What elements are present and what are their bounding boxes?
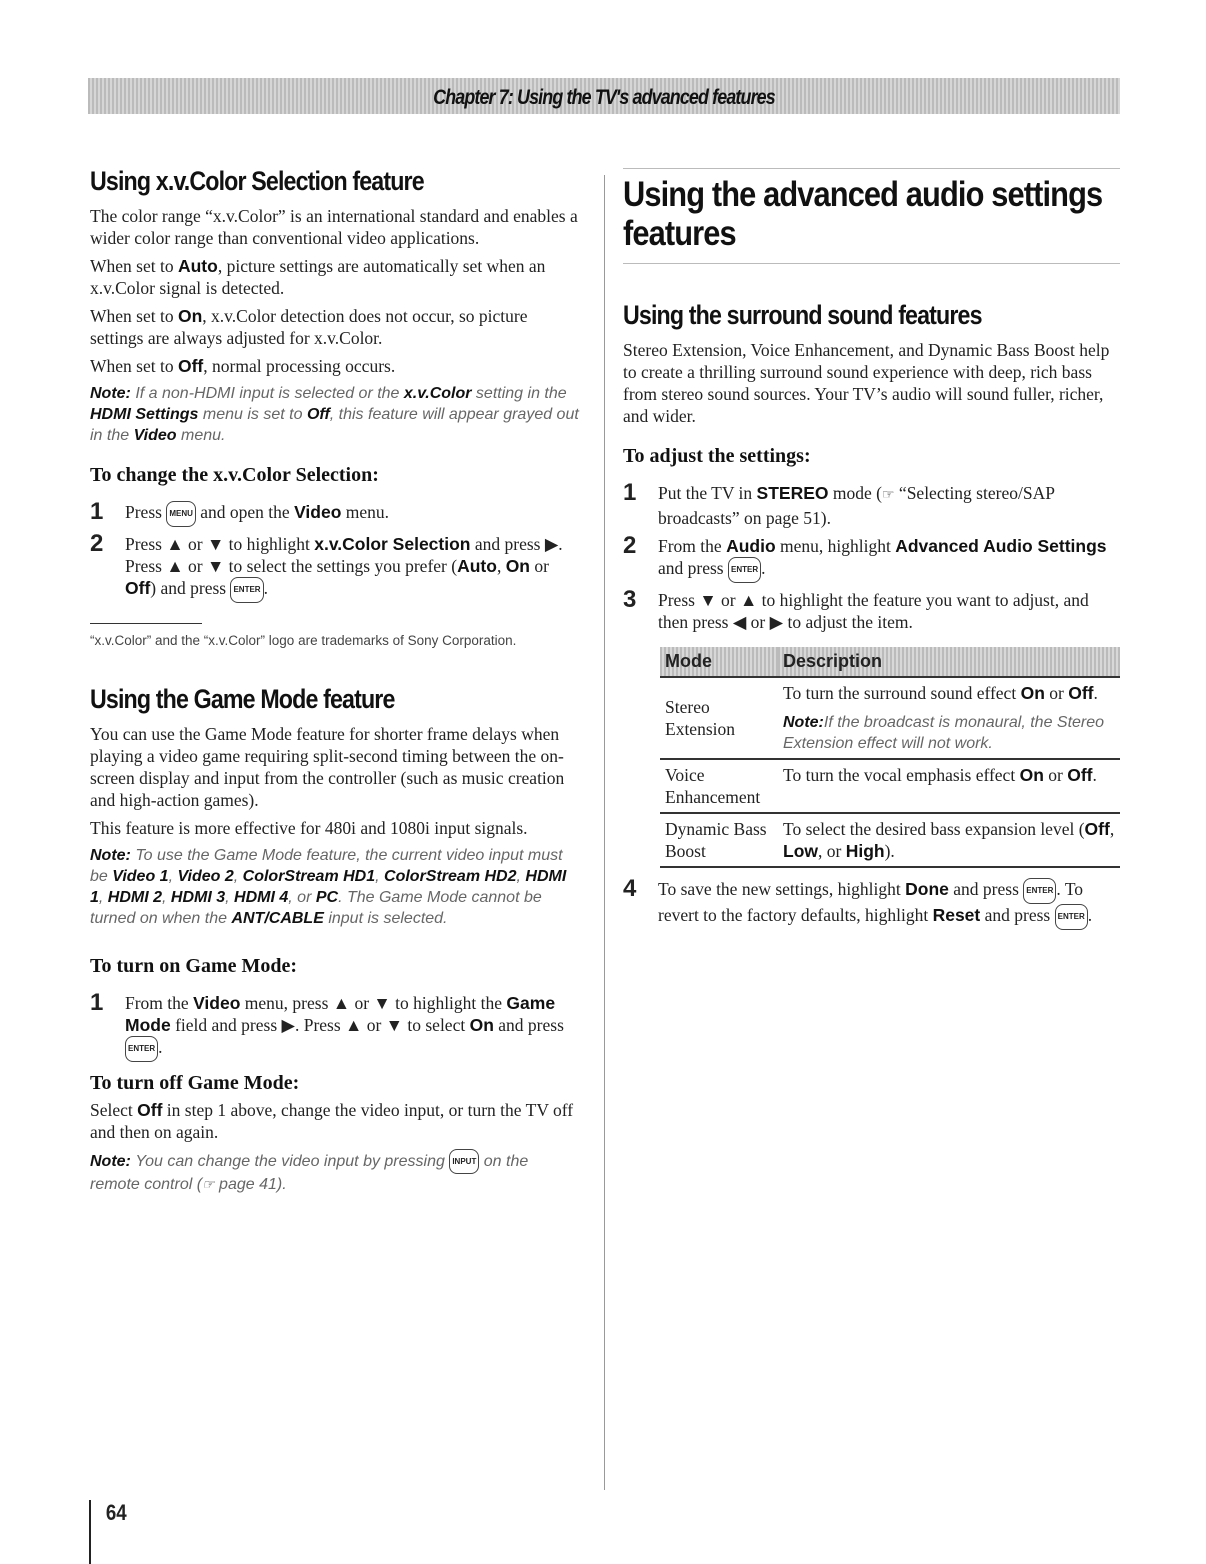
description (783, 764, 1115, 786)
text-run: To save the new settings, highlight (658, 879, 906, 899)
description (783, 682, 1115, 704)
step-text (658, 482, 1120, 529)
table-row (660, 813, 1120, 867)
text-run: , normal processing occurs. (203, 356, 396, 376)
text-run: , or (818, 841, 846, 861)
emphasis-text: Off (137, 1100, 163, 1120)
enter-button-icon: ENTER (230, 577, 263, 603)
subheading: To adjust the settings: (623, 445, 811, 467)
text-run: From the (125, 993, 194, 1013)
text-run: . (761, 558, 766, 578)
emphasis-text: Note: (90, 1153, 136, 1170)
step-text (125, 533, 582, 603)
step-number: 2 (623, 532, 637, 559)
emphasis-text: Game Mode (125, 993, 556, 1035)
paragraph (90, 255, 582, 299)
text-run: , (98, 889, 108, 906)
description-cell (778, 759, 1120, 813)
text-run: menu. (176, 427, 226, 444)
enter-button-icon: ENTER (1055, 904, 1088, 930)
emphasis-text: Video (294, 502, 342, 522)
paragraph (90, 205, 582, 249)
mode-cell: Dynamic Bass Boost (660, 813, 778, 867)
table-header (660, 647, 1120, 677)
text-run: When set to (90, 256, 178, 276)
page-number-rule (89, 1500, 91, 1564)
emphasis-text: Video 2 (177, 868, 234, 885)
emphasis-text: HDMI 2 (107, 889, 163, 906)
text-run: and press (493, 1015, 564, 1035)
text-run: and press (948, 879, 1024, 899)
step (623, 532, 1120, 583)
step (90, 498, 582, 527)
text-run: setting in the (471, 385, 567, 402)
emphasis-text: Video (193, 993, 241, 1013)
text-run: To turn the surround sound effect (783, 683, 1021, 703)
table-row (660, 677, 1120, 759)
emphasis-text: PC (315, 889, 339, 906)
subheading: To turn off Game Mode: (90, 1072, 300, 1094)
step (90, 989, 582, 1062)
emphasis-text: Video (133, 427, 177, 444)
text-run: in step 1 above, change the video input, or turn the TV off and then on again. (90, 1100, 574, 1142)
emphasis-text: Off (1084, 819, 1110, 839)
paragraph (90, 355, 582, 377)
text-run: and press ▶. Press ▲ or ▼ to select the settings you prefer ( (125, 534, 563, 576)
text-run: , (162, 889, 171, 906)
emphasis-text: High (845, 841, 885, 861)
column-header: Description (778, 647, 1120, 677)
surround-heading: Using the surround sound features (623, 300, 982, 330)
step-number: 4 (623, 875, 637, 902)
text-run: , (225, 889, 235, 906)
note (90, 383, 582, 446)
text-run: To select the desired bass expansion level ( (783, 819, 1085, 839)
emphasis-text: Advanced Audio Settings (895, 536, 1107, 556)
text-run: page 41). (214, 1176, 287, 1193)
text-run: menu. (341, 502, 390, 522)
step-number: 1 (90, 498, 104, 525)
text-run: . The Game Mode cannot be turned on when the (90, 889, 542, 927)
emphasis-text: On (1019, 765, 1044, 785)
emphasis-text: On (1020, 683, 1045, 703)
chapter-title: Chapter 7: Using the TV's advanced features (433, 86, 775, 109)
emphasis-text: Done (905, 879, 949, 899)
step-number: 3 (623, 586, 637, 613)
text-run: on the remote control ( (90, 1153, 529, 1193)
step-text (658, 535, 1120, 583)
text-run: and press (980, 905, 1055, 925)
text-run: or (1044, 683, 1069, 703)
step (623, 586, 1120, 633)
text-run: When set to (90, 356, 178, 376)
emphasis-text: Off (1068, 683, 1094, 703)
emphasis-text: Auto (177, 256, 218, 276)
enter-button-icon: ENTER (728, 557, 761, 583)
reference-icon: ☞ (881, 488, 895, 503)
step (623, 479, 1120, 529)
text-run: When set to (90, 306, 178, 326)
text-run: You can use the Game Mode feature for shorter frame delays when playing a video game requiring split-second timing between the on-screen display and input from the controller (such as music creation and high-action games). (90, 724, 565, 810)
emphasis-text: HDMI Settings (90, 406, 199, 423)
text-run: . (1093, 683, 1098, 703)
paragraph (623, 339, 1120, 427)
footnote: “x.v.Color” and the “x.v.Color” logo are trademarks of Sony Corporation. (90, 633, 517, 648)
text-run: To turn the vocal emphasis effect (783, 765, 1020, 785)
description (783, 818, 1115, 862)
right-column (623, 168, 1120, 936)
paragraph (90, 305, 582, 349)
paragraph (90, 723, 582, 811)
paragraph (90, 817, 582, 839)
left-column (90, 160, 582, 1201)
enter-button-icon: ENTER (125, 1036, 158, 1062)
subheading: To change the x.v.Color Selection: (90, 464, 379, 486)
text-run: . (158, 1037, 163, 1057)
text-run: , (516, 868, 526, 885)
text-run: input is selected. (323, 910, 448, 927)
emphasis-text: On (177, 306, 203, 326)
note (783, 712, 1115, 754)
text-run: . (263, 578, 268, 598)
text-run: or (530, 556, 549, 576)
emphasis-text: Off (125, 578, 151, 598)
emphasis-text: x.v.Color Selection (314, 534, 471, 554)
step (623, 875, 1120, 930)
menu-button-icon: MENU (166, 501, 196, 527)
emphasis-text: ColorStream HD1 (242, 868, 376, 885)
text-run: , this feature will appear grayed out in the (90, 406, 579, 444)
text-run: and open the (195, 502, 295, 522)
text-run: Press ▲ or ▼ to highlight (125, 534, 315, 554)
text-run: field and press ▶. Press ▲ or ▼ to select (170, 1015, 470, 1035)
subheading: To turn on Game Mode: (90, 955, 298, 977)
game-mode-heading: Using the Game Mode feature (90, 684, 395, 714)
text-run: Put the TV in (658, 483, 757, 503)
emphasis-text: Note: (90, 385, 136, 402)
step (90, 530, 582, 603)
text-run: , (496, 556, 506, 576)
text-run: From the (658, 536, 727, 556)
step-text (125, 992, 582, 1062)
table-row (660, 759, 1120, 813)
text-run: , (233, 868, 243, 885)
emphasis-text: HDMI 3 (170, 889, 226, 906)
text-run: menu, press ▲ or ▼ to highlight the (240, 993, 507, 1013)
step-number: 2 (90, 530, 104, 557)
emphasis-text: Off (1067, 765, 1093, 785)
note (90, 845, 582, 929)
mode-cell: Voice Enhancement (660, 759, 778, 813)
emphasis-text: Off (177, 356, 204, 376)
text-run: . To revert to the factory defaults, highlight (658, 879, 1084, 925)
text-run: This feature is more effective for 480i and 1080i input signals. (90, 818, 528, 838)
emphasis-text: On (505, 556, 530, 576)
note (90, 1149, 582, 1195)
emphasis-text: Note: (90, 847, 136, 864)
mode-cell: Stereo Extension (660, 677, 778, 759)
section-title-block (623, 168, 1120, 264)
step-number: 1 (90, 989, 104, 1016)
emphasis-text: On (469, 1015, 494, 1035)
chapter-banner (88, 78, 1120, 114)
text-run: . (1087, 905, 1093, 925)
column-header: Mode (660, 647, 778, 677)
audio-settings-table (660, 647, 1120, 868)
text-run: . (1092, 765, 1097, 785)
text-run: , x.v.Color detection does not occur, so picture settings are always adjusted for x.v.Color. (90, 306, 528, 348)
text-run: menu is set to (198, 406, 307, 423)
text-run: “Selecting stereo/SAP broadcasts” on page 51). (658, 483, 1055, 528)
text-run: , (168, 868, 178, 885)
emphasis-text: Audio (726, 536, 776, 556)
text-run: ) and press (150, 578, 231, 598)
enter-button-icon: ENTER (1023, 878, 1056, 904)
emphasis-text: ANT/CABLE (231, 910, 324, 927)
emphasis-text: Low (783, 841, 818, 861)
text-run: mode ( (828, 483, 882, 503)
step-text (658, 878, 1120, 930)
text-run: , (375, 868, 385, 885)
footnote-rule (90, 623, 202, 624)
page-number: 64 (105, 1500, 127, 1525)
emphasis-text: ColorStream HD2 (384, 868, 517, 885)
emphasis-text: Video 1 (112, 868, 169, 885)
description-cell (778, 813, 1120, 867)
text-run: , or (288, 889, 316, 906)
section-title: Using the advanced audio settings features (623, 175, 1103, 253)
step-text (658, 589, 1120, 633)
text-run: ). (884, 841, 895, 861)
text-run: Select (90, 1100, 138, 1120)
text-run: The color range “x.v.Color” is an international standard and enables a wider color range than conventional video applications. (90, 206, 578, 248)
emphasis-text: HDMI 4 (234, 889, 289, 906)
xv-color-heading: Using x.v.Color Selection feature (90, 166, 424, 196)
description-cell (778, 677, 1120, 759)
step-number: 1 (623, 479, 637, 506)
emphasis-text: x.v.Color (403, 385, 472, 402)
reference-icon: ☞ (202, 1176, 215, 1192)
text-run: or (1043, 765, 1068, 785)
text-run: Stereo Extension, Voice Enhancement, and Dynamic Bass Boost help to create a thrilling surround sound experience with deep, rich bass from stereo sound sources. Your TV’s audio will sound fuller, richer, and wider. (623, 340, 1110, 426)
text-run: , (1109, 819, 1115, 839)
input-button-icon: INPUT (449, 1149, 479, 1174)
emphasis-text: STEREO (756, 483, 829, 503)
text-run: Press (125, 502, 167, 522)
emphasis-text: Off (306, 406, 330, 423)
text-run: To use the Game Mode feature, the current video input must be (90, 847, 563, 885)
text-run: and press (658, 558, 728, 578)
emphasis-text: Reset (932, 905, 981, 925)
text-run: If a non-HDMI input is selected or the (135, 385, 404, 402)
column-divider (604, 175, 605, 1490)
emphasis-text: Note: (783, 714, 824, 731)
text-run: menu, highlight (775, 536, 896, 556)
text-run: Press ▼ or ▲ to highlight the feature you want to adjust, and then press ◀ or ▶ to adjust the item. (658, 590, 1089, 632)
emphasis-text: HDMI 1 (90, 868, 567, 906)
text-run: , picture settings are automatically set when an x.v.Color signal is detected. (90, 256, 546, 298)
text-run: You can change the video input by pressing (135, 1153, 450, 1170)
emphasis-text: Auto (457, 556, 497, 576)
paragraph (90, 1099, 582, 1143)
text-run: If the broadcast is monaural, the Stereo Extension effect will not work. (783, 714, 1105, 752)
step-text (125, 501, 389, 527)
